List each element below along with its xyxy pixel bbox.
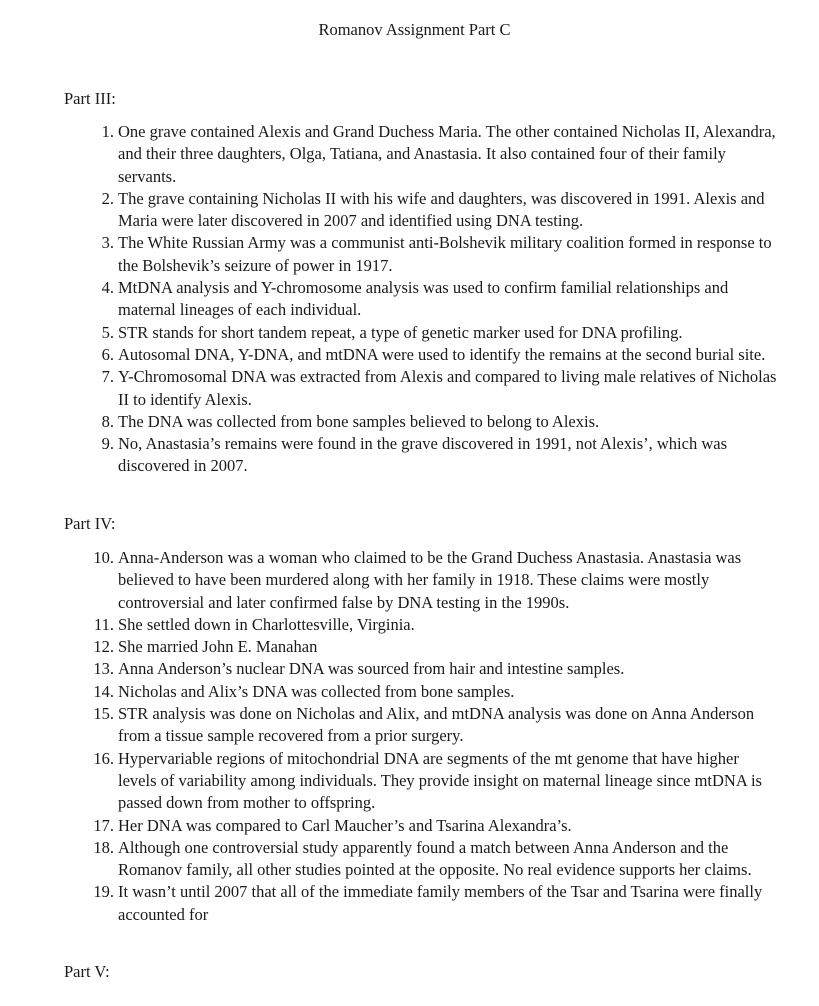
list-item [90,366,780,411]
item-text: The grave containing Nicholas II with his wife and daughters, was discovered in 1991. Alexis and Maria were later discovered in 2007 and identified using DNA testing. [118,188,765,231]
item-number: 16. [93,748,114,768]
item-number: 11. [93,614,114,634]
section-heading-part-iii: Part III: [64,89,116,108]
item-number: 18. [93,837,114,857]
list-item [90,547,780,614]
list-item [90,815,780,837]
item-text: STR analysis was done on Nicholas and Alix, and mtDNA analysis was done on Anna Anderson from a tissue sample recovered from a prior surgery. [118,704,755,746]
list-item [90,121,780,188]
list-item [90,837,780,882]
list-item [90,614,780,636]
item-number: 17. [93,815,114,835]
item-number: 9. [101,434,114,454]
item-number: 5. [101,322,114,342]
item-number: 19. [93,882,114,902]
list-item [90,658,780,680]
list-item [90,411,780,433]
list-item [90,322,780,344]
item-text: She settled down in Charlottesville, Virginia. [118,614,415,634]
item-number: 8. [101,411,114,431]
list-item [90,703,780,748]
list-item [90,881,780,926]
item-text: The DNA was collected from bone samples believed to belong to Alexis. [118,411,600,431]
section-heading-part-v: Part V: [64,962,110,981]
item-number: 1. [101,122,114,141]
list-item [90,232,780,277]
item-text: No, Anastasia’s remains were found in the grave discovered in 1991, not Alexis’, which was discovered in 2007. [118,434,727,476]
item-text: It wasn’t until 2007 that all of the immediate family members of the Tsar and Tsarina were finally accounted for [118,882,763,924]
item-number: 14. [93,681,114,701]
item-number: 6. [101,344,114,364]
item-text: The White Russian Army was a communist anti-Bolshevik military coalition formed in response to the Bolshevik’s seizure of power in 1917. [118,233,772,275]
section-heading-part-iv: Part IV: [64,514,116,533]
list-item [90,344,780,366]
item-text: Y-Chromosomal DNA was extracted from Alexis and compared to living male relatives of Nicholas II to identify Alexis. [118,367,777,409]
item-text: Autosomal DNA, Y-DNA, and mtDNA were used to identify the remains at the second burial site. [118,344,766,364]
answer-list-part-iv [90,547,780,926]
list-item [90,681,780,703]
item-number: 7. [101,367,114,387]
item-text: STR stands for short tandem repeat, a type of genetic marker used for DNA profiling. [118,322,683,342]
item-number: 4. [101,278,114,298]
item-text: Anna-Anderson was a woman who claimed to be the Grand Duchess Anastasia. Anastasia was believed to have been murdered along with her family in 1918. These claims were mostly controversial and later confirmed false by DNA testing in the 1990s. [118,548,742,612]
list-item [90,636,780,658]
item-text: Nicholas and Alix’s DNA was collected from bone samples. [118,681,515,701]
item-text: One grave contained Alexis and Grand Duchess Maria. The other contained Nicholas II, Alexandra, and their three daughters, Olga, Tatiana, and Anastasia. It also contained four of their family servants. [118,122,776,186]
item-number: 13. [93,659,114,679]
answer-list-part-iii [90,121,780,478]
item-text: MtDNA analysis and Y-chromosome analysis was used to confirm familial relationships and maternal lineages of each individual. [118,278,729,320]
item-number: 12. [93,637,114,657]
item-number: 3. [101,233,114,253]
item-number: 2. [101,188,114,208]
list-item [90,277,780,322]
item-text: Anna Anderson’s nuclear DNA was sourced from hair and intestine samples. [118,659,625,679]
item-text: She married John E. Manahan [118,637,318,657]
item-number: 10. [93,548,114,567]
list-item [90,748,780,815]
item-text: Although one controversial study apparently found a match between Anna Anderson and the Romanov family, all other studies pointed at the opposite. No real evidence supports her claims. [118,837,752,880]
item-text: Hypervariable regions of mitochondrial DNA are segments of the mt genome that have higher levels of variability among individuals. They provide insight on maternal lineage since mtDNA is passed down from mother to offspring. [118,748,762,813]
list-item [90,188,780,233]
list-item [90,433,780,478]
item-text: Her DNA was compared to Carl Maucher’s and Tsarina Alexandra’s. [118,815,572,835]
document-title: Romanov Assignment Part C [318,20,511,39]
item-number: 15. [93,704,114,724]
